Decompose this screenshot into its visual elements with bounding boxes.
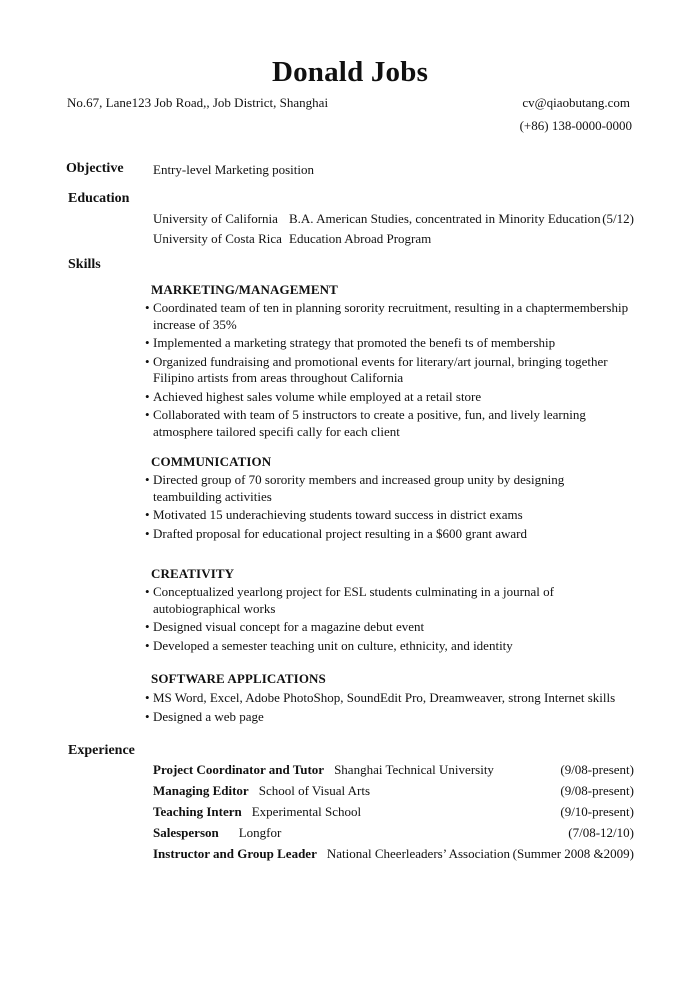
experience-role: Teaching Intern	[153, 804, 242, 819]
experience-row	[153, 783, 634, 801]
list-item	[145, 638, 635, 655]
bullet-icon: •	[145, 300, 150, 315]
list-item	[145, 389, 635, 406]
skills-software-heading: SOFTWARE APPLICATIONS	[151, 671, 326, 686]
experience-row	[153, 804, 634, 822]
bullet-icon: •	[145, 388, 150, 404]
list-item-text: Implemented a marketing strategy that promoted the benefi ts of membership	[153, 335, 556, 350]
bullet-icon: •	[145, 407, 150, 422]
list-item	[145, 335, 635, 352]
list-item-text: Designed visual concept for a magazine debut event	[153, 619, 425, 634]
bullet-icon: •	[145, 690, 150, 705]
skills-creativity-list	[145, 584, 635, 656]
education-row	[153, 211, 634, 229]
experience-org: Shanghai Technical University	[334, 762, 494, 777]
experience-org: Longfor	[238, 825, 282, 840]
skills-software-list	[145, 690, 635, 727]
experience-org: Experimental School	[251, 804, 362, 819]
experience-row	[153, 825, 634, 843]
experience-date: (9/08-present)	[560, 762, 634, 777]
bullet-icon: •	[145, 472, 150, 487]
resume-name: Donald Jobs	[271, 56, 429, 88]
list-item-text: Motivated 15 underachieving students toward success in district exams	[153, 507, 523, 522]
education-school: University of Costa Rica	[153, 231, 282, 246]
list-item	[145, 709, 635, 726]
bullet-icon: •	[145, 637, 150, 653]
skills-creativity-heading: CREATIVITY	[151, 566, 235, 581]
list-item	[145, 507, 635, 524]
experience-date: (7/08-12/10)	[568, 825, 634, 840]
education-row	[153, 231, 634, 249]
education-degree: B.A. American Studies, concentrated in Minority Education	[289, 211, 601, 226]
list-item	[145, 690, 635, 707]
bullet-icon: •	[145, 619, 150, 634]
bullet-icon: •	[145, 507, 150, 522]
bullet-icon: •	[145, 335, 150, 350]
experience-heading: Experience	[68, 743, 135, 758]
list-item-text: Designed a web page	[153, 708, 264, 724]
education-heading: Education	[68, 191, 130, 206]
list-item-text: Achieved highest sales volume while employed at a retail store	[153, 388, 482, 404]
education-degree: Education Abroad Program	[289, 231, 432, 246]
bullet-icon: •	[145, 525, 150, 541]
experience-row	[153, 762, 634, 780]
list-item	[145, 472, 635, 505]
list-item-text: MS Word, Excel, Adobe PhotoShop, SoundEdit Pro, Dreamweaver, strong Internet skills	[153, 690, 616, 705]
list-item	[145, 407, 635, 440]
list-item	[145, 354, 635, 387]
contact-address: No.67, Lane123 Job Road,, Job District, Shanghai	[67, 95, 329, 110]
list-item-text: Coordinated team of ten in planning sorority recruitment, resulting in a chaptermembership increase of 35%	[153, 300, 629, 332]
experience-role: Managing Editor	[153, 783, 249, 798]
skills-marketing-heading: MARKETING/MANAGEMENT	[151, 282, 338, 297]
list-item-text: Organized fundraising and promotional events for literary/art journal, bringing together Filipino artists from areas throughout California	[153, 353, 608, 385]
experience-date: (9/10-present)	[560, 804, 634, 819]
skills-marketing-list	[145, 300, 635, 442]
skills-communication-heading: COMMUNICATION	[151, 454, 272, 469]
skills-communication-list	[145, 472, 635, 544]
education-school: University of California	[153, 211, 278, 226]
experience-role: Instructor and Group Leader	[153, 846, 317, 861]
list-item	[145, 584, 635, 617]
experience-row	[153, 846, 634, 864]
skills-heading: Skills	[68, 257, 101, 272]
experience-date: (9/08-present)	[560, 783, 634, 798]
list-item-text: Drafted proposal for educational project resulting in a $600 grant award	[153, 525, 527, 541]
contact-email: cv@qiaobutang.com	[522, 95, 630, 110]
experience-org: School of Visual Arts	[258, 783, 371, 798]
experience-role: Salesperson	[153, 825, 219, 840]
objective-heading: Objective	[66, 161, 124, 176]
bullet-icon: •	[145, 353, 150, 369]
objective-value: Entry-level Marketing position	[153, 162, 315, 177]
list-item	[145, 619, 635, 636]
education-date: (5/12)	[602, 211, 634, 226]
list-item-text: Developed a semester teaching unit on culture, ethnicity, and identity	[153, 637, 513, 653]
bullet-icon: •	[145, 584, 150, 599]
list-item	[145, 526, 635, 543]
list-item-text: Conceptualized yearlong project for ESL students culminating in a journal of autobiographical works	[153, 584, 554, 616]
contact-phone: (+86) 138-0000-0000	[519, 118, 632, 133]
list-item-text: Collaborated with team of 5 instructors to create a positive, fun, and lively learning atmosphere tailored specifi cally for each client	[153, 407, 586, 439]
list-item	[145, 300, 635, 333]
experience-date: (Summer 2008 &2009)	[512, 846, 634, 861]
bullet-icon: •	[145, 708, 150, 724]
list-item-text: Directed group of 70 sorority members and increased group unity by designing teambuilding activities	[153, 472, 565, 504]
experience-role: Project Coordinator and Tutor	[153, 762, 325, 777]
experience-org: National Cheerleaders’ Association	[326, 846, 510, 861]
